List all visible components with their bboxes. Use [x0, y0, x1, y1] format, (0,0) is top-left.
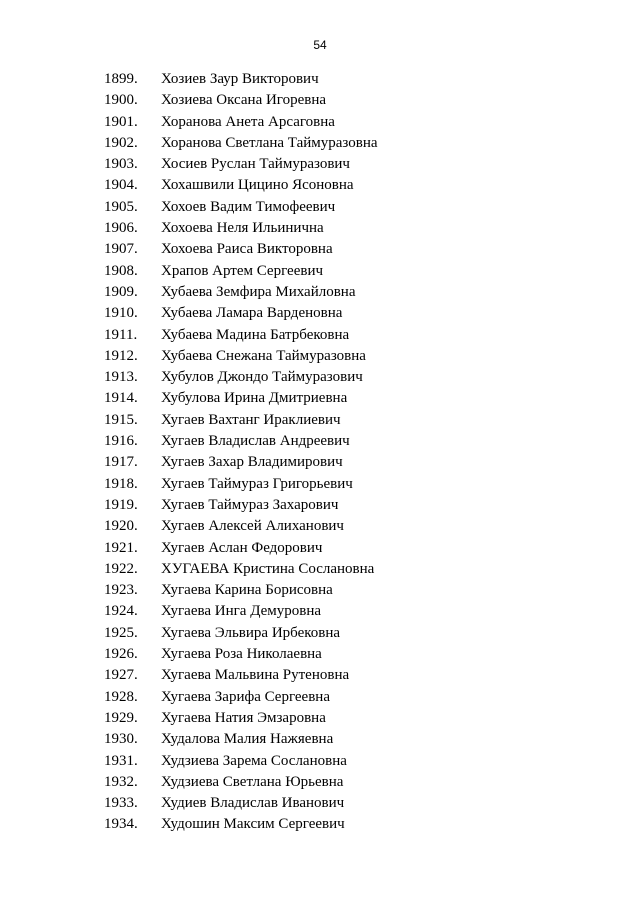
- entry-name: Хугаева Зарифа Сергеевна: [161, 688, 330, 705]
- list-item: [0, 751, 640, 772]
- list-item: [0, 410, 640, 431]
- list-item: [0, 239, 640, 260]
- entry-name: Хугаева Мальвина Рутеновна: [161, 667, 350, 684]
- list-item: [0, 452, 640, 473]
- list-item: [0, 90, 640, 111]
- list-item: [0, 175, 640, 196]
- entry-number: 1934.: [104, 816, 138, 833]
- list-item: [0, 538, 640, 559]
- list-item: [0, 112, 640, 133]
- list-item: [0, 495, 640, 516]
- list-item: [0, 303, 640, 324]
- list-item: [0, 580, 640, 601]
- list-item: [0, 601, 640, 622]
- entry-name: Хугаева Эльвира Ирбековна: [161, 624, 341, 641]
- list-item: [0, 197, 640, 218]
- entry-name: Хубаева Снежана Таймуразовна: [161, 347, 366, 364]
- entry-name: Худзиева Светлана Юрьевна: [161, 773, 344, 790]
- entry-number: 1919.: [104, 496, 138, 513]
- entry-number: 1931.: [104, 752, 138, 769]
- entry-name: Хугаев Захар Владимирович: [161, 454, 343, 471]
- entry-number: 1915.: [104, 411, 138, 428]
- entry-name: Хозиев Заур Викторович: [161, 71, 319, 87]
- entry-number: 1908.: [104, 262, 138, 279]
- entry-name: Хугаев Таймураз Григорьевич: [161, 475, 353, 492]
- list-item: [0, 814, 640, 835]
- entry-name: Хохоева Неля Ильинична: [161, 220, 324, 237]
- entry-number: 1929.: [104, 709, 138, 726]
- list-item: [0, 325, 640, 346]
- entry-name: Хозиева Оксана Игоревна: [161, 92, 327, 109]
- entry-number: 1932.: [104, 773, 138, 790]
- entry-number: 1926.: [104, 646, 138, 663]
- entry-number: 1902.: [104, 134, 138, 151]
- list-item: [0, 431, 640, 452]
- entry-number: 1923.: [104, 582, 138, 599]
- entry-number: 1904.: [104, 177, 138, 194]
- entry-name: Худзиева Зарема Сослановна: [161, 752, 347, 769]
- entry-name: Хоранова Светлана Таймуразовна: [161, 134, 378, 151]
- entry-name: Хосиев Руслан Таймуразович: [161, 156, 350, 173]
- entry-number: 1918.: [104, 475, 138, 492]
- entry-number: 1927.: [104, 667, 138, 684]
- list-item: [0, 69, 640, 90]
- entry-name: Хубулова Ирина Дмитриевна: [161, 390, 348, 407]
- entry-number: 1913.: [104, 369, 138, 386]
- entry-number: 1925.: [104, 624, 138, 641]
- entry-name: Хоранова Анета Арсаговна: [161, 113, 335, 130]
- entry-name: Хугаева Роза Николаевна: [161, 646, 322, 663]
- list-item: [0, 665, 640, 686]
- entry-number: 1917.: [104, 454, 138, 471]
- list-item: [0, 154, 640, 175]
- entry-name: Хубаева Мадина Батрбековна: [161, 326, 350, 343]
- entry-name: ХУГАЕВА Кристина Сослановна: [161, 560, 375, 577]
- entry-number: 1910.: [104, 305, 138, 322]
- entry-name: Храпов Артем Сергеевич: [161, 262, 324, 279]
- list-item: [0, 772, 640, 793]
- entry-name: Худалова Малия Нажяевна: [161, 731, 334, 748]
- entry-name: Хугаев Алексей Алиханович: [161, 518, 344, 535]
- entry-number: 1907.: [104, 241, 138, 258]
- list-item: [0, 388, 640, 409]
- name-list: [0, 69, 640, 836]
- page-number: 54: [313, 38, 327, 52]
- entry-number: 1933.: [104, 795, 138, 812]
- entry-name: Хохоева Раиса Викторовна: [161, 241, 333, 258]
- list-item: [0, 793, 640, 814]
- entry-name: Хубулов Джондо Таймуразович: [161, 369, 363, 386]
- list-item: [0, 218, 640, 239]
- entry-name: Хубаева Земфира Михайловна: [161, 283, 356, 300]
- entry-name: Хугаева Инга Демуровна: [161, 603, 322, 620]
- entry-number: 1901.: [104, 113, 138, 130]
- list-item: [0, 623, 640, 644]
- entry-name: Хохоев Вадим Тимофеевич: [161, 198, 336, 215]
- entry-number: 1906.: [104, 220, 138, 237]
- list-item: [0, 282, 640, 303]
- entry-number: 1916.: [104, 433, 138, 450]
- entry-number: 1921.: [104, 539, 138, 556]
- entry-number: 1924.: [104, 603, 138, 620]
- entry-name: Хугаева Карина Борисовна: [161, 582, 333, 599]
- list-item: [0, 729, 640, 750]
- entry-number: 1920.: [104, 518, 138, 535]
- entry-name: Хугаев Владислав Андреевич: [161, 433, 350, 450]
- list-item: [0, 474, 640, 495]
- entry-name: Хубаева Ламара Варденовна: [161, 305, 343, 322]
- list-item: [0, 367, 640, 388]
- entry-name: Хугаев Вахтанг Ираклиевич: [161, 411, 341, 428]
- entry-number: 1922.: [104, 560, 138, 577]
- entry-number: 1914.: [104, 390, 138, 407]
- list-item: [0, 559, 640, 580]
- entry-name: Худошин Максим Сергеевич: [161, 816, 345, 833]
- list-item: [0, 687, 640, 708]
- entry-number: 1912.: [104, 347, 138, 364]
- entry-number: 1899.: [104, 71, 138, 87]
- entry-name: Хохашвили Цицино Ясоновна: [161, 177, 354, 194]
- list-item: [0, 708, 640, 729]
- entry-number: 1930.: [104, 731, 138, 748]
- list-item: [0, 133, 640, 154]
- entry-name: Хугаева Натия Эмзаровна: [161, 709, 326, 726]
- list-item: [0, 346, 640, 367]
- entry-number: 1903.: [104, 156, 138, 173]
- entry-number: 1909.: [104, 283, 138, 300]
- list-item: [0, 516, 640, 537]
- list-item: [0, 261, 640, 282]
- list-item: [0, 644, 640, 665]
- entry-name: Худиев Владислав Иванович: [161, 795, 345, 812]
- entry-name: Хугаев Аслан Федорович: [161, 539, 323, 556]
- entry-number: 1905.: [104, 198, 138, 215]
- entry-name: Хугаев Таймураз Захарович: [161, 496, 339, 513]
- entry-number: 1928.: [104, 688, 138, 705]
- entry-number: 1911.: [104, 326, 138, 343]
- entry-number: 1900.: [104, 92, 138, 109]
